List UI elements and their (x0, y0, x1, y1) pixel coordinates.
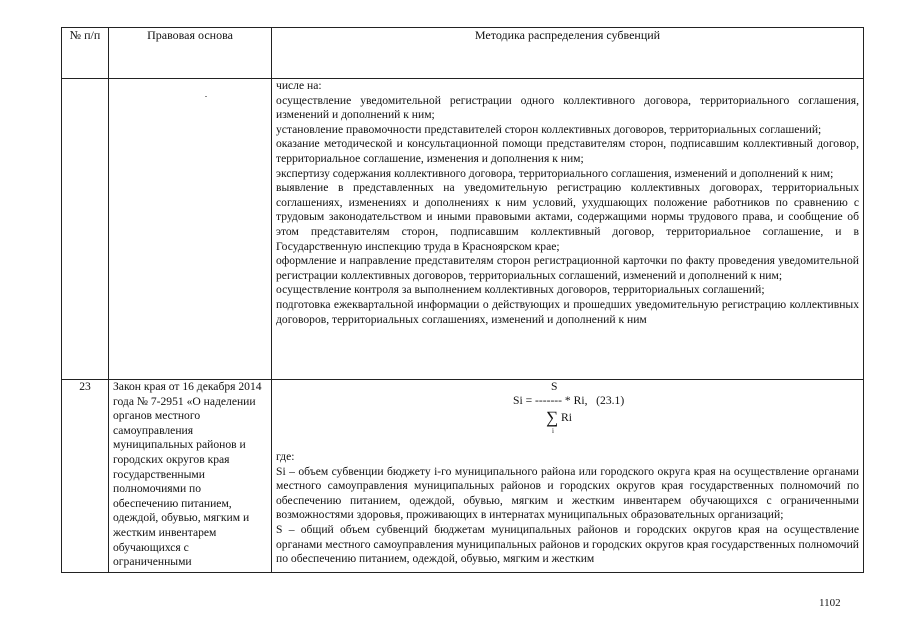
legal-basis-text: Закон края от 16 декабря 2014 года № 7-2951 «О наделении органов местного самоуправления муниципальных районов и городских округов края государственными полномочиями по обеспечению питанием, одеждой, обувью, мягким и жестким инвентарем обучающихся с ограниченными (113, 380, 262, 569)
header-method: Методика распределения субвенций (272, 28, 864, 79)
method-line: S – общий объем субвенций бюджетам муниципальных районов и городских округов края на осуществление органами местного самоуправления муниципальных районов и городских округов края государственных полномочий по обеспечению питанием, одеждой, обувью, мягким и жестким (276, 522, 859, 566)
formula-23-1 (276, 380, 859, 450)
method-line: экспертизу содержания коллективного договора, территориального соглашения, изменений и дополнений к ним; (276, 166, 834, 180)
method-line: оформление и направление представителям сторон регистрационной карточки по факту проведения уведомительной регистрации коллективных договоров, территориальных соглашений, изменений и дополнений к ним; (276, 254, 859, 282)
subvention-table (61, 27, 864, 573)
method-line: оказание методической и консультационной помощи представителям сторон, подписавшим коллективный договор, территориальное соглашение, изменения и дополнения к ним; (276, 137, 859, 165)
table-row (62, 79, 864, 380)
legal-basis-cell (109, 380, 272, 573)
method-line: установление правомочности представителей сторон коллективных договоров, территориальных соглашений; (276, 122, 822, 136)
row-number-cell (62, 79, 109, 380)
method-line: подготовка ежеквартальной информации о действующих и прошедших уведомительную регистрацию коллективных договоров, территориальных соглашениях, изменений и дополнений к ним (276, 297, 859, 326)
row-number-cell: 23 (62, 380, 109, 573)
method-line: Si – объем субвенции бюджету i-го муниципального района или городского округа края на осуществление органами местного самоуправления муниципальных районов и городских округов края государственных полномочий по обеспечению питанием, одеждой, обувью, мягким и жестким инвентарем обучающихся с ограниченными возможностями здоровья, проживающих в интернатах муниципальных образовательных организаций; (276, 464, 859, 522)
header-legal-basis: Правовая основа (109, 28, 272, 79)
table-header-row (62, 28, 864, 79)
table-row (62, 380, 864, 573)
formula-main: Si = ------- * Ri, (23.1) (513, 394, 625, 407)
method-cell (272, 380, 864, 573)
formula-numerator: S (551, 380, 558, 393)
formula-sum-term: Ri (561, 411, 572, 424)
method-line: выявление в представленных на уведомительную регистрацию коллективных договорах, территориальных соглашениях, изменениях и дополнениях к ним условий, ухудшающих положение работников по сравнению с трудовым законодательством и иными правовыми актами, содержащими нормы трудового права, и сообщение об этом представителям сторон, подписавшим коллективный договор, территориальное соглашение, и в Государственную инспекцию труда в Красноярском крае; (276, 181, 859, 253)
method-line: осуществление контроля за выполнением коллективных договоров, территориальных соглашений; (276, 283, 765, 297)
scan-speck (205, 96, 207, 97)
legal-basis-cell (109, 79, 272, 380)
page-number: 1102 (819, 597, 841, 609)
header-number: № п/п (62, 28, 109, 79)
method-line: числе на: (276, 79, 322, 92)
formula-sum-index: i (552, 427, 554, 435)
where-label: где: (276, 450, 295, 463)
method-cell (272, 79, 864, 380)
sum-symbol: ∑ (546, 408, 559, 427)
method-line: осуществление уведомительной регистрации одного коллективного договора, территориального соглашения, изменений и дополнений к ним; (276, 93, 859, 122)
